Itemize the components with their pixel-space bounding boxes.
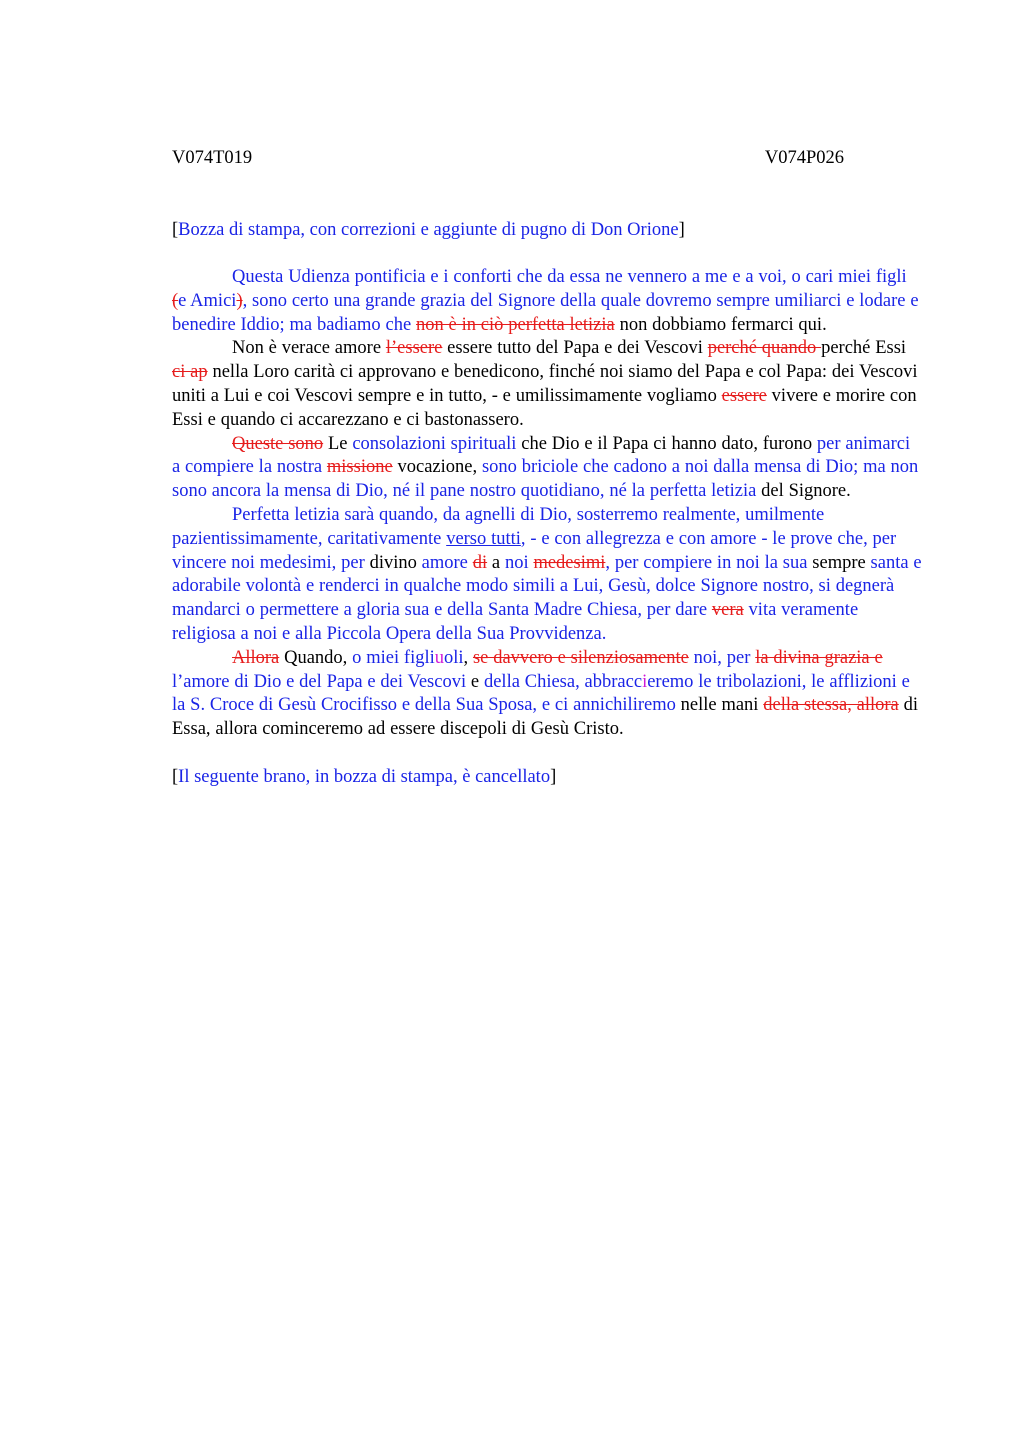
added-text: Questa Udienza pontificia e i conforti che da essa ne vennero a me e a voi, o cari miei figli: [232, 267, 907, 287]
added-text: consolazioni spirituali: [352, 433, 517, 454]
added-text: per animarci a compiere la nostra: [172, 433, 911, 478]
added-text: l’amore di Dio e del Papa e dei Vescovi: [172, 671, 471, 692]
original-text: Le: [323, 433, 353, 454]
deleted-text: ci ap: [172, 362, 208, 383]
added-text: della Chiesa, abbracc: [483, 671, 643, 692]
added-letter: i: [642, 671, 648, 692]
added-text: eremo le tribolazioni, le afflizioni e la S. Croce di Gesù Crocifisso e della Sua Sposa, e ci annichiliremo: [172, 671, 910, 716]
deleted-text: Allora: [232, 647, 280, 668]
added-text: oli: [444, 647, 464, 668]
added-text: , - e con allegrezza e con amore - le prove che, per vincere noi medesimi, per: [172, 528, 897, 573]
editorial-note-top: [172, 218, 922, 242]
deleted-text: di: [472, 552, 488, 573]
deleted-text: la divina grazia e: [755, 647, 883, 668]
deleted-text: missione: [326, 457, 393, 478]
editorial-note-bottom: [172, 765, 922, 789]
added-text: Perfetta letizia sarà quando, da agnelli di Dio, sosterremo realmente, umilmente pazientissimamente, caritativamente: [172, 504, 825, 549]
deleted-text: (: [172, 290, 179, 311]
paragraph: [172, 266, 922, 337]
original-text: e: [470, 671, 484, 692]
added-text: , sono certo una grande grazia del Signore della quale dovremo sempre umiliarci e lodare e benedire Iddio; ma badiamo che: [172, 290, 919, 335]
original-text: del Signore.: [756, 481, 851, 502]
deleted-text: essere: [721, 385, 767, 406]
bracket-close: ]: [550, 766, 557, 787]
original-text: nella Loro carità ci approvano e benedicono, finché noi siamo del Papa e col Papa: dei Vescovi uniti a Lui e coi Vescovi sempre e in tutto, - e umilissimamente vogliamo: [172, 362, 918, 406]
paragraph: [172, 337, 922, 432]
deleted-text: se davvero e silenziosamente: [472, 647, 689, 668]
deleted-text: medesimi: [533, 552, 606, 573]
added-letter: u: [434, 647, 444, 668]
original-text: Non è verace amore: [232, 338, 386, 359]
deleted-text: l’essere: [385, 338, 443, 359]
document-code-right: V074P026: [764, 148, 844, 168]
original-text: Quando,: [279, 647, 353, 668]
document-code-left: V074T019: [172, 148, 253, 168]
original-text: vocazione,: [392, 457, 482, 478]
added-text: amore: [416, 552, 473, 573]
paragraph: [172, 504, 922, 647]
deleted-text: ): [236, 290, 243, 311]
deleted-text: della stessa, allora: [763, 695, 899, 716]
original-text: divino: [369, 552, 417, 573]
original-text: che Dio e il Papa ci hanno dato, furono: [516, 433, 817, 454]
original-text: essere tutto del Papa e dei Vescovi: [442, 338, 708, 359]
deleted-text: Queste sono: [232, 433, 324, 454]
added-text: sono briciole che cadono a noi dalla mensa di Dio; ma non sono ancora la mensa di Dio, né il pane nostro quotidiano, né la perfetta letizia: [172, 457, 919, 502]
added-text: e Amici: [178, 290, 237, 311]
original-text: vivere e morire con Essi e quando ci accarezzano e ci bastonassero.: [172, 385, 917, 430]
original-text: a: [487, 552, 505, 573]
original-text: sempre: [812, 552, 866, 573]
deleted-text: vera: [711, 600, 744, 621]
added-text: , per compiere in noi la sua: [605, 552, 813, 573]
original-text: nelle mani: [675, 695, 764, 716]
document-body: [172, 266, 922, 742]
added-text: santa e adorabile volontà e renderci in qualche modo simili a Lui, Gesù, dolce Signore nostro, si degnerà mandarci o permettere a gloria sua e della Santa Madre Chiesa, per dare: [172, 552, 922, 621]
original-text: non dobbiamo fermarci qui.: [614, 314, 827, 335]
bracket-open: [: [172, 766, 179, 787]
deleted-text: perché quando: [707, 338, 822, 359]
added-text: noi, per: [688, 647, 756, 668]
paragraph: [172, 647, 922, 742]
deleted-text: non è in ciò perfetta letizia: [415, 314, 615, 335]
original-text: di Essa, allora cominceremo ad essere discepoli di Gesù Cristo.: [172, 695, 918, 740]
original-text: ,: [463, 647, 473, 668]
editorial-note-text: Il seguente brano, in bozza di stampa, è cancellato: [178, 766, 551, 787]
document-page: [172, 146, 922, 789]
underlined-text: verso tutti: [446, 528, 521, 549]
page-header: [172, 146, 844, 170]
bracket-close: ]: [678, 220, 685, 240]
bracket-open: [: [172, 220, 179, 240]
paragraph: [172, 433, 922, 504]
editorial-note-text: Bozza di stampa, con correzioni e aggiunte di pugno di Don Orione: [178, 220, 679, 240]
added-text: o miei figli: [352, 647, 435, 668]
original-text: perché Essi: [821, 338, 907, 359]
added-text: noi: [504, 552, 534, 573]
added-text: vita veramente religiosa a noi e alla Piccola Opera della Sua Provvidenza.: [172, 600, 859, 644]
